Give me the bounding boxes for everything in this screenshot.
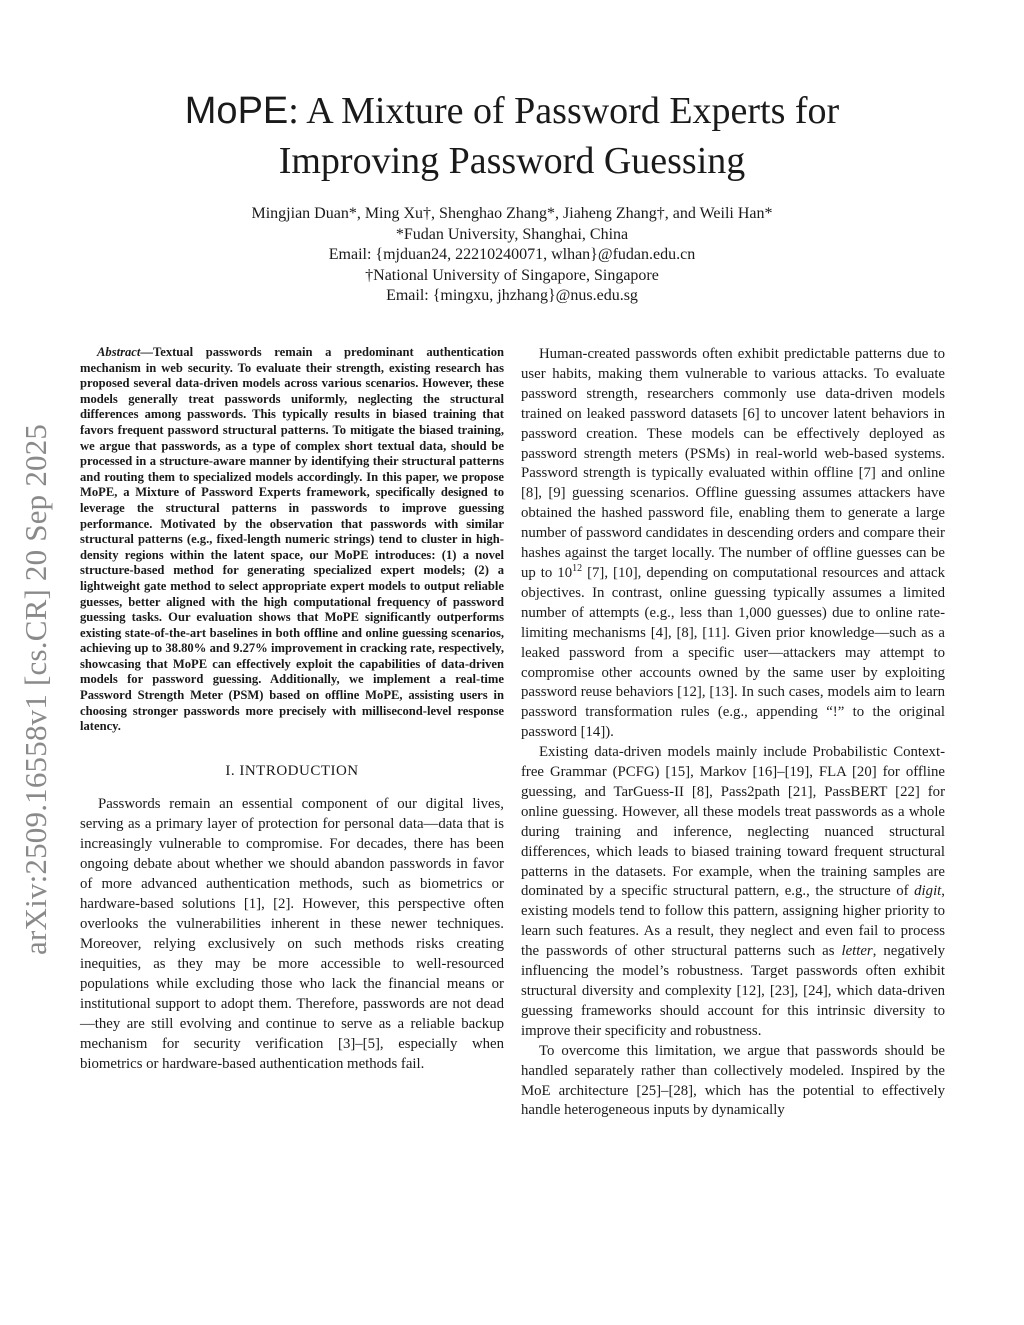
para3-text-b: , existing models tend to follow this pattern, assigning higher priority to learn such features. As a result, they neglect and even fail to process the passwords of other structural patterns such as [521, 883, 945, 960]
intro-paragraph-2 [521, 345, 945, 743]
affiliation-fudan: *Fudan University, Shanghai, China [395, 225, 629, 243]
abstract-label: Abstract [97, 345, 141, 359]
arxiv-identifier-stamp: arXiv:2509.16558v1 [cs.CR] 20 Sep 2025 [18, 423, 53, 955]
para3-text-a: Existing data-driven models mainly include Probabilistic Context-free Grammar (PCFG) [15], Markov [16]–[19], FLA [20] for offline guessing, and TarGuess-II [8], Pass2path [21], PassBERT [22] for online guessing. However, all these models treat passwords as a whole during training and inference, neglecting nuanced structural differences, which leads to biased training toward frequent structural patterns in the datasets. For example, when the training samples are dominated by a specific structural pattern, e.g., the structure of [521, 744, 945, 900]
author-block [100, 204, 924, 307]
paper-title [100, 86, 924, 186]
intro-paragraph-4: To overcome this limitation, we argue that passwords should be handled separately rather than collectively modeled. Inspired by the MoE architecture [25]–[28], which has the potential to effectively handle heterogeneous inputs by dynamically [521, 1042, 945, 1119]
title-line-1-rest: : A Mixture of Password Experts for [288, 90, 840, 132]
intro-paragraph-3 [521, 743, 945, 1042]
left-column [80, 345, 504, 1074]
right-column [521, 345, 945, 1121]
title-line-2: Improving Password Guessing [278, 140, 746, 182]
para3-text-c: , negatively influencing the model’s robustness. Target passwords often exhibit structural diversity and complexity [12], [23], [24], which data-driven guessing frameworks should account for this intrinsic diversity to improve their specificity and robustness. [521, 943, 946, 1039]
intro-paragraph-1: Passwords remain an essential component of our digital lives, serving as a primary layer of protection for personal data—data that is increasingly vulnerable to compromise. For decades, there has been ongoing debate about whether we should abandon passwords in favor of more advanced authentication methods, such as biometrics or hardware-based solutions [1], [2]. However, this perspective often overlooks the vulnerabilities inherent in these newer techniques. Moreover, relying exclusively on such methods risks creating inequities, as they may be more accessible to well-resourced populations while excluding those who lack the financial means or institutional support to adopt them. Therefore, passwords are not dead—they are still evolving and continue to serve as a reliable backup mechanism for security verification [3]–[5], especially when biometrics or hardware-based authentication methods fail. [80, 795, 504, 1072]
section-heading-introduction: I. INTRODUCTION [225, 762, 359, 779]
abstract [80, 345, 504, 735]
affiliation-nus: †National University of Singapore, Singapore [365, 266, 659, 284]
para3-italic-letter: letter [841, 943, 873, 960]
author-names: Mingjian Duan*, Ming Xu†, Shenghao Zhang*, Jiaheng Zhang†, and Weili Han* [251, 205, 773, 222]
para2-text-b: [7], [10], depending on computational resources and attack objectives. In contrast, online guessing typically assumes a limited number of attempts (e.g., less than 1,000 guesses) due to online rate-limiting mechanisms [4], [8], [11]. Given prior knowledge—such as a leaked password from a specific user—attackers may attempt to compromise other accounts owned by the same user by exploiting password reuse behaviors [12], [13]. In such cases, models aim to learn password transformation rules (e.g., appending “!” to the original password [14]). [521, 564, 945, 741]
email-nus: Email: {mingxu, jhzhang}@nus.edu.sg [386, 287, 638, 304]
abstract-text: —Textual passwords remain a predominant authentication mechanism in web security. To evaluate their strength, existing research has proposed several data-driven models across various scenarios. However, these models generally treat passwords uniformly, neglecting the structural differences among passwords. This typically results in biased training that favors frequent password structural patterns. To mitigate the biased training, we argue that passwords, as a type of complex short textual data, should be processed in a structure-aware manner by identifying their structural patterns and routing them to specialized models accordingly. In this paper, we propose MoPE, a Mixture of Password Experts framework, specifically designed to leverage the structural patterns in passwords to improve guessing performance. Motivated by the observation that passwords with similar structural patterns (e.g., fixed-length numeric strings) tend to cluster in high-density regions within the latent space, our MoPE introduces: (1) a novel structure-based method for generating specialized expert models; (2) a lightweight gate method to select appropriate expert models to output reliable guesses, better aligned with the high computational frequency of password guessing tasks. Our evaluation shows that MoPE significantly outperforms existing state-of-the-art baselines in both offline and online guessing scenarios, achieving up to 38.80% and 9.27% improvement in cracking rate, respectively, showcasing that MoPE can effectively exploit the capabilities of data-driven models for password guessing. Additionally, we implement a real-time Password Strength Meter (PSM) based on offline MoPE, assisting users in choosing stronger passwords more precisely with millisecond-level response latency. [80, 345, 504, 734]
title-line-1 [100, 86, 924, 136]
para3-italic-digit: digit [914, 883, 942, 900]
para2-text-a: Human-created passwords often exhibit predictable patterns due to user habits, making them vulnerable to various attacks. To evaluate password strength, researchers commonly use data-driven models trained on leaked password datasets [6] to uncover latent behaviors in password creation. These models can be effectively deployed as password strength meters (PSMs) in real-world web-based systems. Password strength is typically evaluated within offline [7] and online [8], [9] guessing scenarios. Offline guessing assumes attackers have obtained the hashed password file, enabling them to generate a large number of password candidates in descending orders and compare their hashes against the target locally. The number of offline guesses can be up to 10 [521, 346, 945, 581]
para2-exponent: 12 [572, 563, 583, 575]
title-system-name: MoPE [184, 90, 289, 132]
email-fudan: Email: {mjduan24, 22210240071, wlhan}@fudan.edu.cn [328, 246, 696, 263]
